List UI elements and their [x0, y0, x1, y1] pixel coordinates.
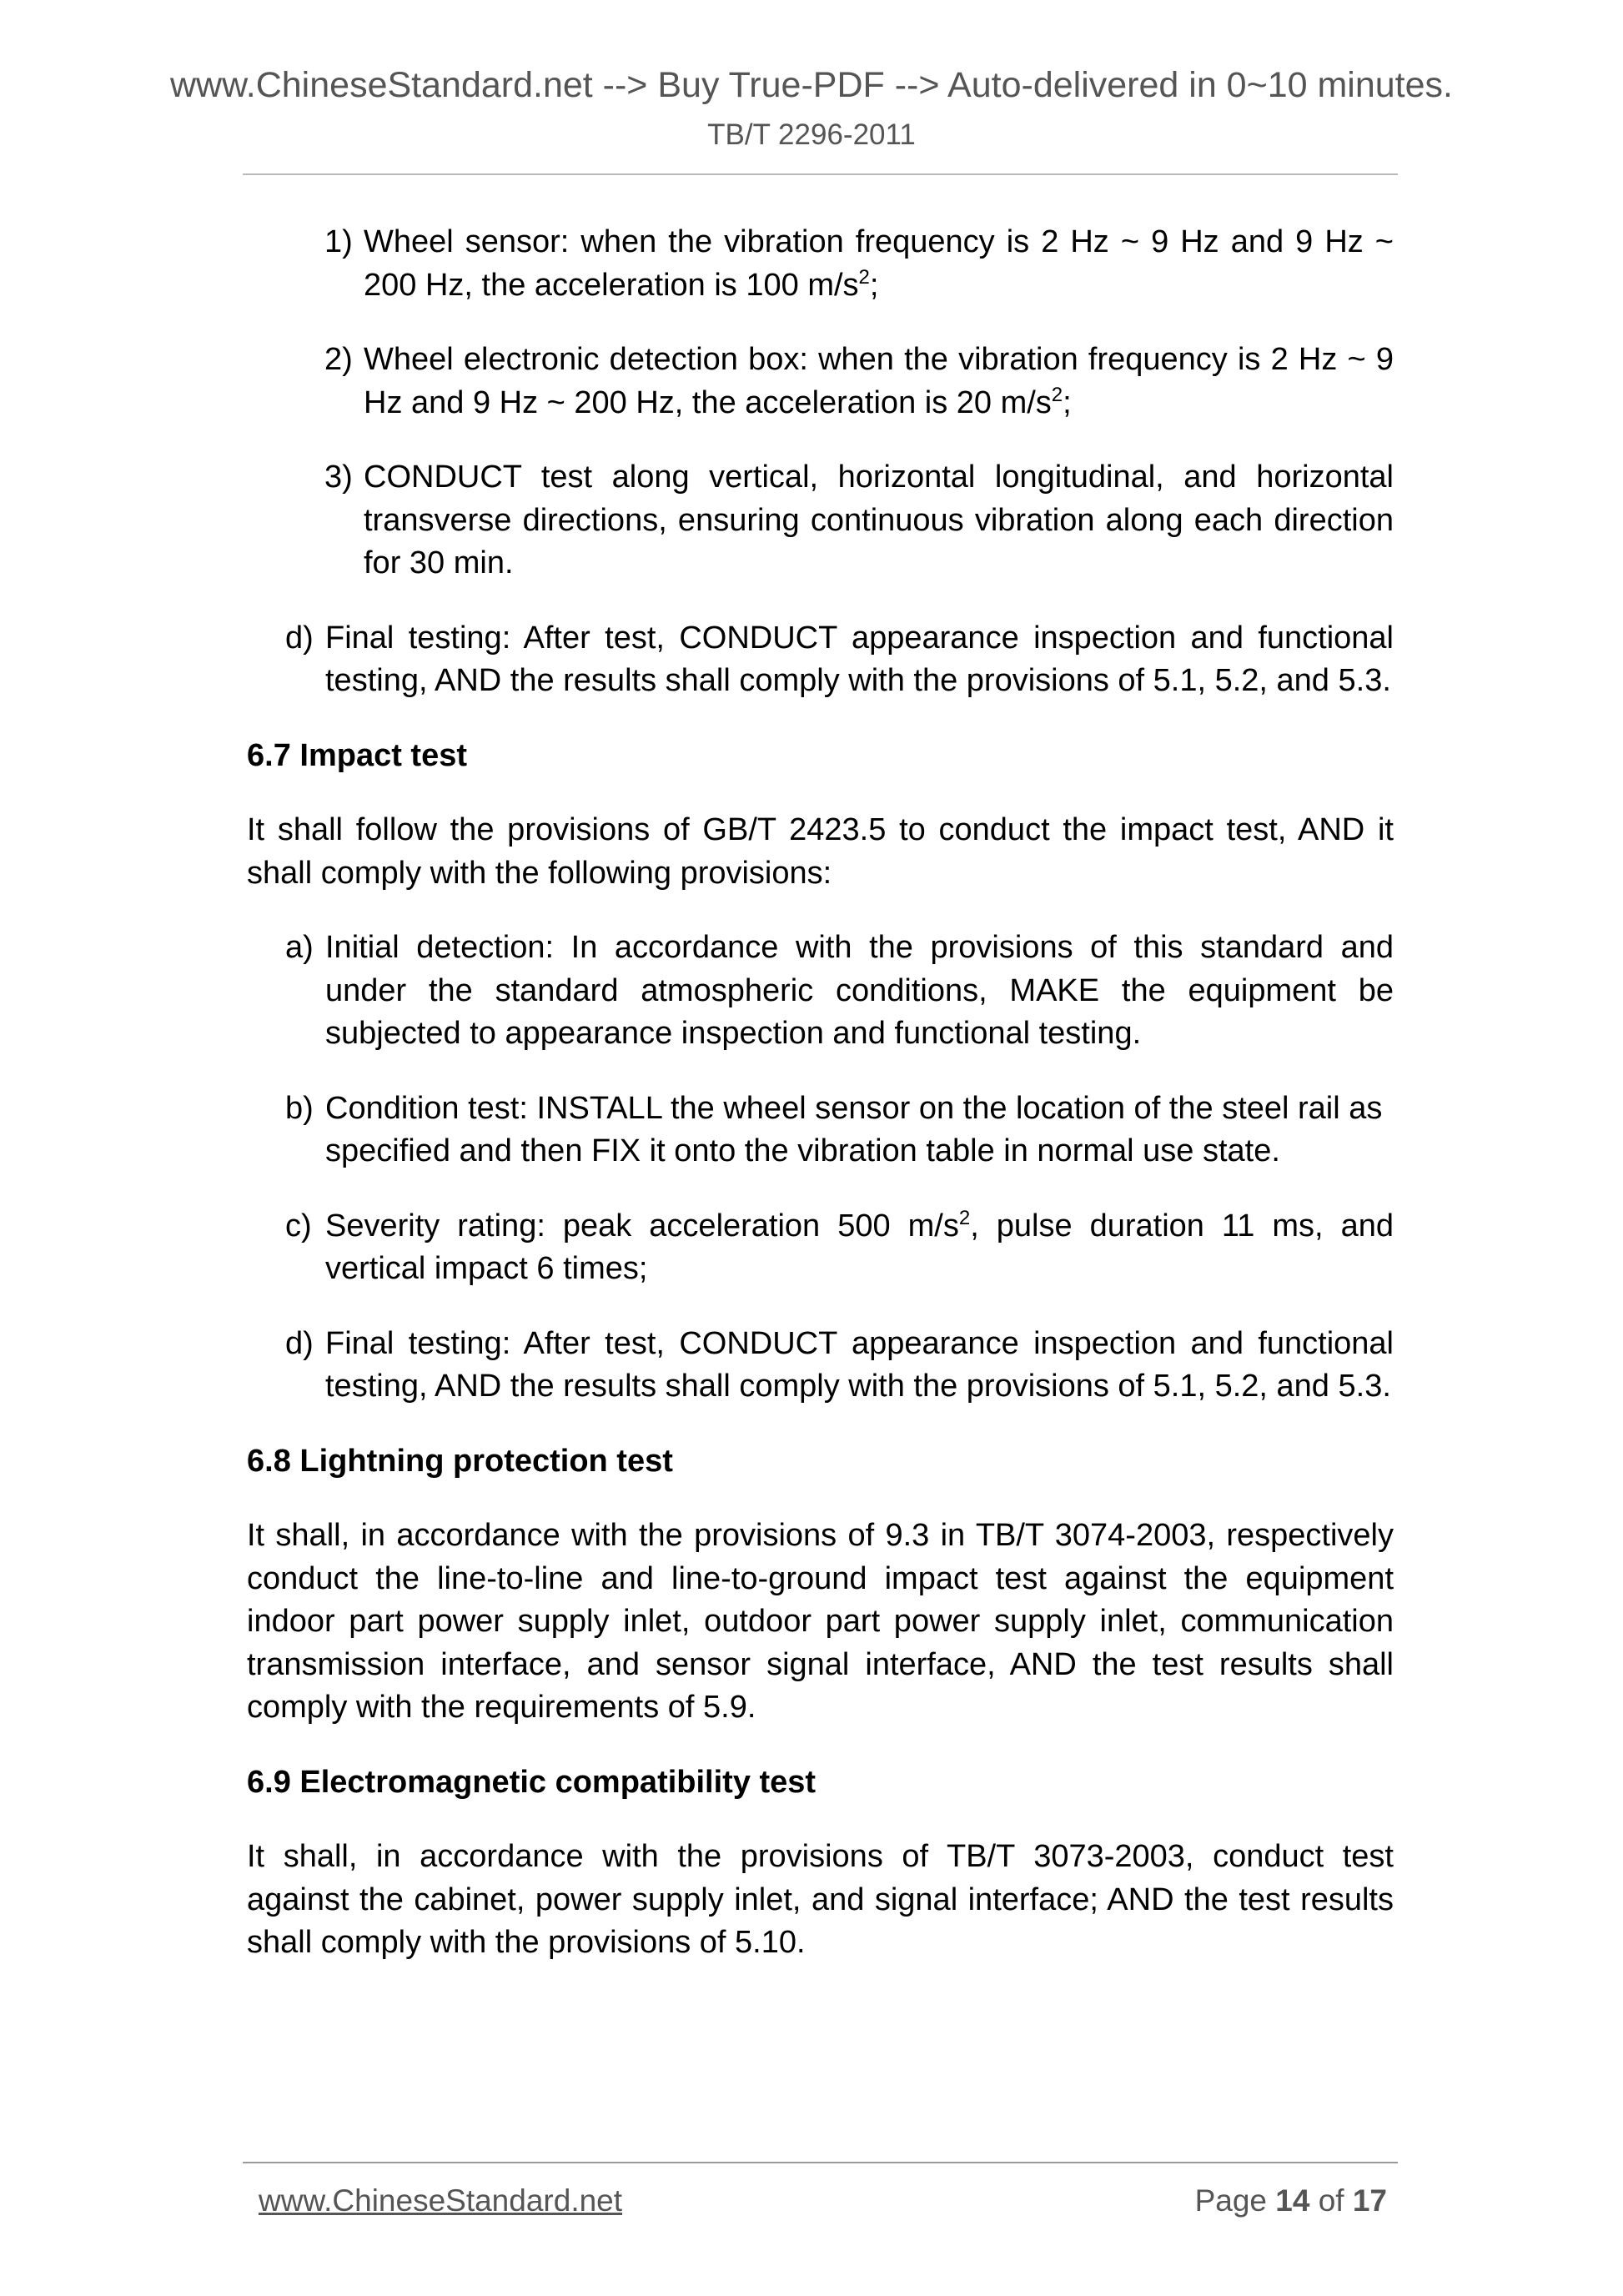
- header-divider: [243, 173, 1398, 175]
- list-marker: a): [285, 930, 314, 965]
- list-marker: d): [285, 620, 314, 656]
- header-doc-code: TB/T 2296-2011: [707, 118, 916, 151]
- item-text: Initial detection: In accordance with the provisions of this standard and under the standard atmospheric conditions, MAKE the equipment be subjected to appearance inspection and functional testing.: [325, 930, 1394, 1051]
- item-tail: ;: [869, 267, 879, 303]
- footer-site-link[interactable]: www.ChineseStandard.net: [259, 2183, 623, 2218]
- item-text: Severity rating: peak acceleration 500 m/s: [325, 1208, 959, 1243]
- vibration-item-2: [247, 339, 1394, 425]
- header-banner: www.ChineseStandard.net --> Buy True-PDF --> Auto-delivered in 0~10 minutes.: [169, 65, 1453, 105]
- page-total: 17: [1352, 2183, 1387, 2218]
- section-heading-6-8: 6.8 Lightning protection test: [247, 1443, 673, 1479]
- footer-divider: [243, 2162, 1398, 2163]
- item-text: Final testing: After test, CONDUCT appearance inspection and functional testing, AND the results shall comply with the provisions of 5.1, 5.2, and 5.3.: [325, 620, 1394, 698]
- list-marker: b): [285, 1090, 314, 1126]
- section-6-7-intro: It shall follow the provisions of GB/T 2423.5 to conduct the impact test, AND it shall comply with the following provisions:: [247, 812, 1394, 891]
- superscript: 2: [958, 1206, 971, 1229]
- impact-item-d: [247, 1323, 1394, 1409]
- vibration-final-testing: [247, 617, 1394, 703]
- item-tail: ;: [1063, 384, 1072, 420]
- item-text: CONDUCT test along vertical, horizontal longitudinal, and horizontal transverse directions, ensuring continuous vibration along each direction for 30 min.: [364, 460, 1394, 580]
- impact-item-b: [247, 1088, 1394, 1173]
- list-marker: d): [285, 1325, 314, 1361]
- list-marker: 1): [324, 224, 353, 259]
- of-word: of: [1318, 2183, 1344, 2218]
- section-6-9-text: It shall, in accordance with the provisions of TB/T 3073-2003, conduct test against the cabinet, power supply inlet, and signal interface; AND the test results shall comply with the provisions of 5.10.: [247, 1839, 1394, 1960]
- superscript: 2: [1051, 383, 1063, 406]
- list-marker: c): [285, 1208, 312, 1243]
- vibration-item-3: [247, 456, 1394, 585]
- superscript: 2: [858, 265, 870, 289]
- impact-item-a: [247, 927, 1394, 1056]
- list-marker: 2): [324, 342, 353, 377]
- list-marker: 3): [324, 460, 353, 495]
- section-heading-6-9: 6.9 Electromagnetic compatibility test: [247, 1764, 817, 1800]
- impact-item-c: [247, 1205, 1394, 1291]
- item-text: Wheel electronic detection box: when the vibration frequency is 2 Hz ~ 9 Hz and 9 Hz ~ 200 Hz, the acceleration is 20 m/s: [364, 342, 1394, 420]
- section-6-8-text: It shall, in accordance with the provisions of 9.3 in TB/T 3074-2003, respectively conduct the line-to-line and line-to-ground impact test against the equipment indoor part power supply inlet, outdoor part power supply inlet, communication transmission interface, and sensor signal interface, AND the test results shall comply with the requirements of 5.9.: [247, 1518, 1394, 1725]
- section-heading-6-7: 6.7 Impact test: [247, 737, 467, 773]
- page-body: [247, 221, 1394, 1965]
- page-word: Page: [1194, 2183, 1267, 2218]
- item-text: Wheel sensor: when the vibration frequency is 2 Hz ~ 9 Hz and 9 Hz ~ 200 Hz, the acceleration is 100 m/s: [364, 224, 1394, 303]
- item-tail: , pulse duration 11 ms, and vertical impact 6 times;: [325, 1208, 1394, 1286]
- page-indicator: [1195, 2183, 1387, 2218]
- vibration-item-1: [247, 221, 1394, 307]
- item-text: Condition test: INSTALL the wheel sensor on the location of the steel rail as specified and then FIX it onto the vibration table in normal use state.: [325, 1090, 1383, 1168]
- page-number: 14: [1275, 2183, 1310, 2218]
- item-text: Final testing: After test, CONDUCT appearance inspection and functional testing, AND the results shall comply with the provisions of 5.1, 5.2, and 5.3.: [325, 1325, 1394, 1404]
